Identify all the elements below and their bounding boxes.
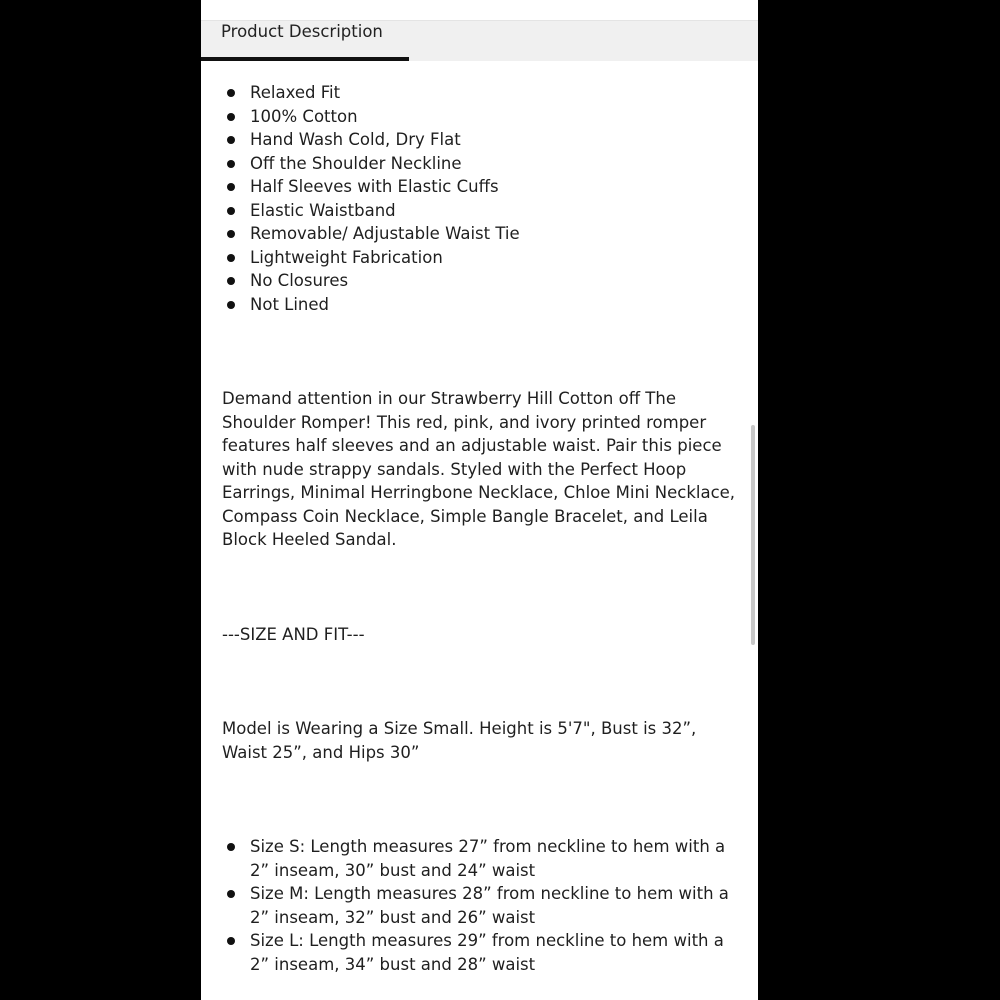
bullet-icon xyxy=(227,113,235,121)
bullet-icon xyxy=(227,136,235,144)
bullet-icon xyxy=(227,230,235,238)
list-item: Not Lined xyxy=(222,293,738,317)
top-strip xyxy=(201,0,758,21)
bullet-icon xyxy=(227,890,235,898)
product-page xyxy=(201,0,758,1000)
active-tab-indicator xyxy=(201,57,409,61)
scrollbar-thumb[interactable] xyxy=(751,425,755,645)
list-item: Lightweight Fabrication xyxy=(222,246,738,270)
bullet-icon xyxy=(227,207,235,215)
list-item: Off the Shoulder Neckline xyxy=(222,152,738,176)
list-item: Elastic Waistband xyxy=(222,199,738,223)
size-list xyxy=(222,835,738,976)
list-item: Size S: Length measures 27” from neckline to hem with a 2” inseam, 30” bust and 24” waist xyxy=(222,835,738,882)
bullet-icon xyxy=(227,937,235,945)
bullet-icon xyxy=(227,301,235,309)
list-item: Size L: Length measures 29” from neckline to hem with a 2” inseam, 34” bust and 28” waist xyxy=(222,929,738,976)
bullet-icon xyxy=(227,843,235,851)
list-item: Relaxed Fit xyxy=(222,81,738,105)
model-info-text: Model is Wearing a Size Small. Height is 5'7", Bust is 32”, Waist 25”, and Hips 30” xyxy=(222,719,697,762)
size-and-fit-heading: ---SIZE AND FIT--- xyxy=(222,624,365,644)
list-item: Removable/ Adjustable Waist Tie xyxy=(222,222,738,246)
bullet-icon xyxy=(227,254,235,262)
list-item: No Closures xyxy=(222,269,738,293)
bullet-icon xyxy=(227,183,235,191)
product-description-text: Demand attention in our Strawberry Hill Cotton off The Shoulder Romper! This red, pink, and ivory printed romper features half sleeves and an adjustable waist. Pair this piece with nude strappy sandals. Styled with the Perfect Hoop Earrings, Minimal Herringbone Necklace, Chloe Mini Necklace, Compass Coin Necklace, Simple Bangle Bracelet, and Leila Block Heeled Sandal. xyxy=(222,389,736,549)
bullet-icon xyxy=(227,277,235,285)
tab-product-description[interactable] xyxy=(201,21,409,61)
list-item: 100% Cotton xyxy=(222,105,738,129)
tab-bar xyxy=(201,21,758,61)
bullet-icon xyxy=(227,89,235,97)
product-description-content xyxy=(222,80,738,976)
tab-label: Product Description xyxy=(221,22,383,41)
list-item: Size M: Length measures 28” from neckline to hem with a 2” inseam, 32” bust and 26” waist xyxy=(222,882,738,929)
bullet-icon xyxy=(227,160,235,168)
list-item: Half Sleeves with Elastic Cuffs xyxy=(222,175,738,199)
feature-list xyxy=(222,81,738,316)
list-item: Hand Wash Cold, Dry Flat xyxy=(222,128,738,152)
